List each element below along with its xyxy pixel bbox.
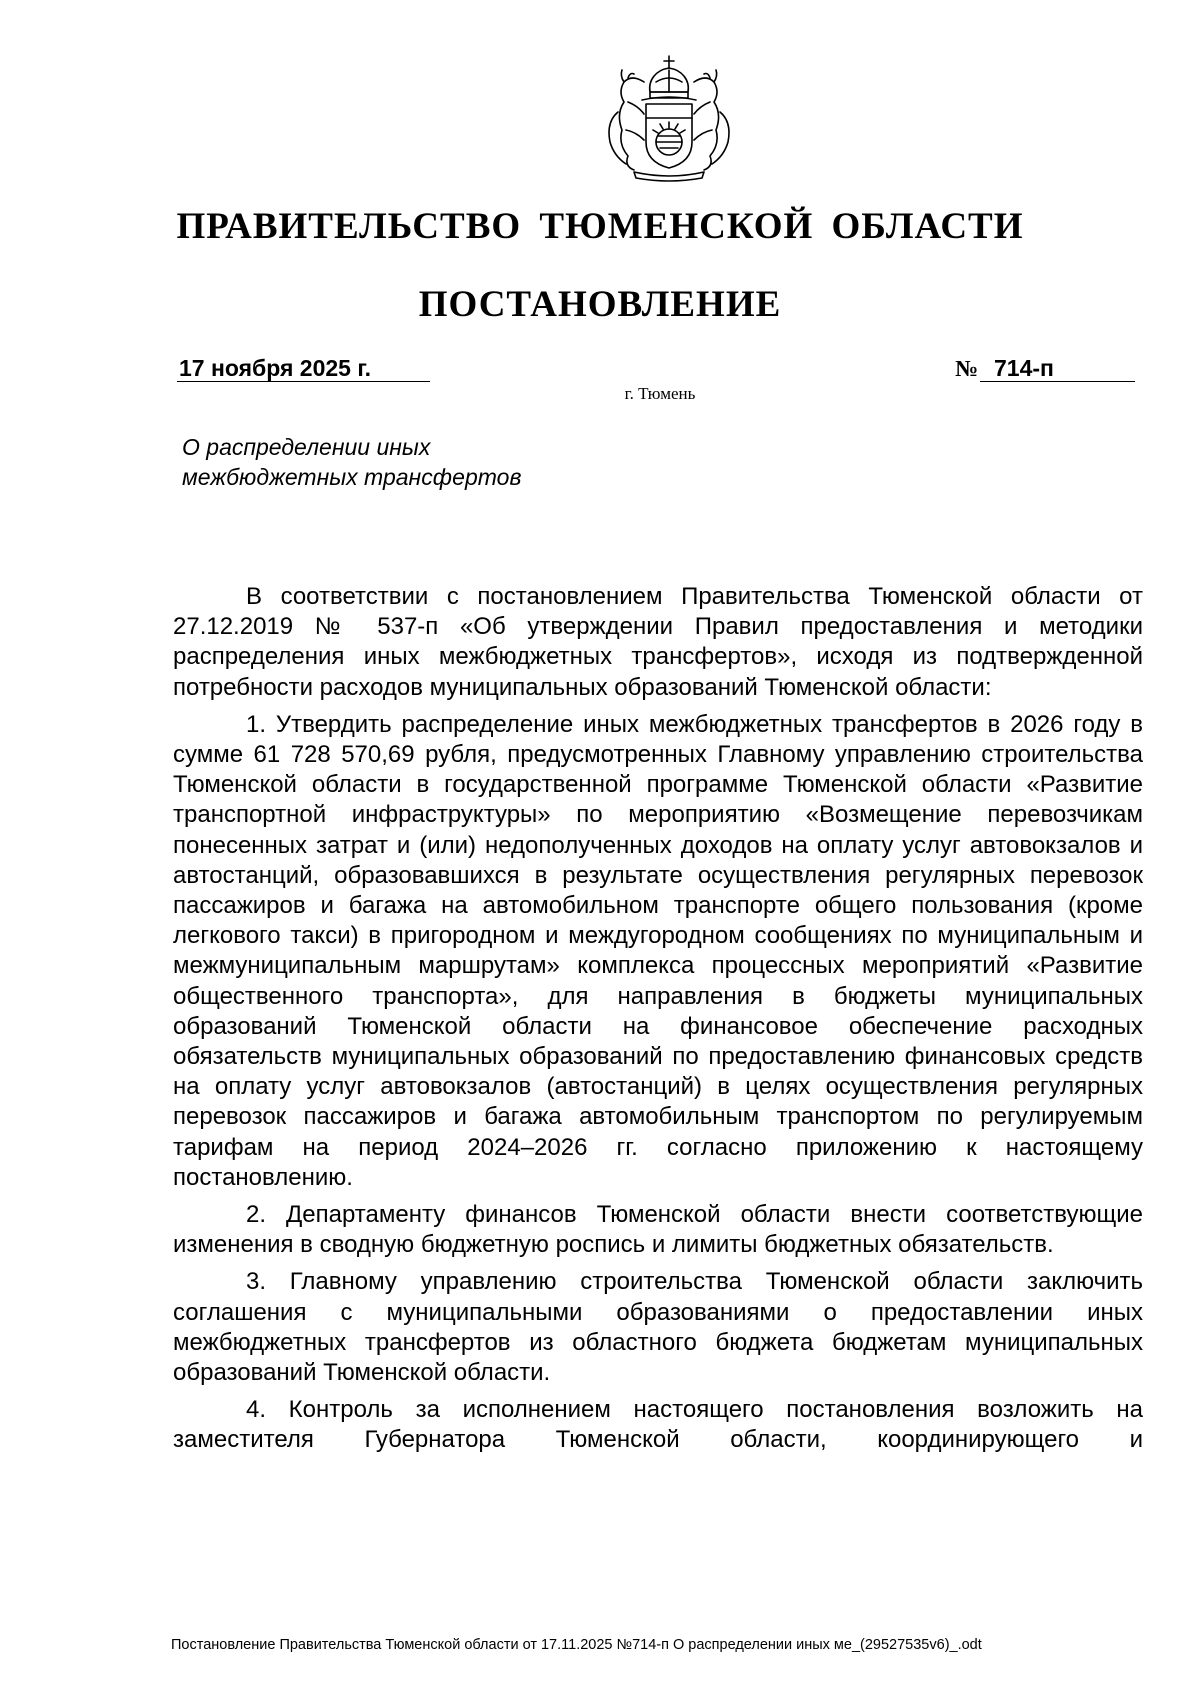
organization-title: ПРАВИТЕЛЬСТВО ТЮМЕНСКОЙ ОБЛАСТИ	[176, 206, 1024, 247]
paragraph-item-1: 1. Утвердить распределение иных межбюджетных трансфертов в 2026 году в сумме 61 728 570,69 рубля, предусмотренных Главному управлению строительства Тюменской области в государственной программе Тюменской области «Развитие транспортной инфраструктуры» по мероприятию «Возмещение перевозчикам понесенных затрат и (или) недополученных доходов на оплату услуг автовокзалов и автостанций, образовавшихся в результате осуществления регулярных перевозок пассажиров и багажа на автомобильном транспорте общего пользования (кроме легкового такси) в пригородном и междугородном сообщениях по муниципальным и межмуниципальным маршрутам» комплекса процессных мероприятий «Развитие общественного транспорта», для направления в бюджеты муниципальных образований Тюменской области на финансовое обеспечение расходных обязательств муниципальных образований по предоставлению финансовых средств на оплату услуг автовокзалов (автостанций) в целях осуществления регулярных перевозок пассажиров и багажа автомобильным транспортом по регулируемым тарифам на период 2024–2026 гг. согласно приложению к настоящему постановлению.	[173, 710, 1143, 1191]
file-footer: Постановление Правительства Тюменской области от 17.11.2025 №714-п О распределении иных ме_(29527535v6)_.odt	[171, 1637, 982, 1653]
subject-line: межбюджетных трансфертов	[182, 464, 522, 490]
document-date: 17 ноября 2025 г.	[177, 355, 430, 382]
paragraph-item-4: 4. Контроль за исполнением настоящего постановления возложить на заместителя Губернатора Тюменской области, координирующего и	[173, 1396, 1143, 1454]
document-number: 714-п	[980, 355, 1135, 382]
document-number-label: №	[955, 356, 979, 381]
paragraph-preamble: В соответствии с постановлением Правительства Тюменской области от 27.12.2019 № 537-п «Об утверждении Правил предоставления и методики распределения иных межбюджетных трансфертов», исходя из подтвержденной потребности расходов муниципальных образований Тюменской области:	[173, 583, 1143, 701]
document-body	[173, 582, 1143, 1463]
coat-of-arms-icon	[598, 52, 740, 184]
document-type-title: ПОСТАНОВЛЕНИЕ	[418, 284, 782, 325]
document-city: г. Тюмень	[624, 384, 696, 403]
document-subject	[182, 432, 702, 492]
paragraph-item-2: 2. Департаменту финансов Тюменской области внести соответствующие изменения в сводную бюджетную роспись и лимиты бюджетных обязательств.	[173, 1201, 1143, 1259]
paragraph-item-3: 3. Главному управлению строительства Тюменской области заключить соглашения с муниципальными образованиями о предоставлении иных межбюджетных трансфертов из областного бюджета бюджетам муниципальных образований Тюменской области.	[173, 1268, 1143, 1387]
subject-line: О распределении иных	[182, 434, 431, 460]
